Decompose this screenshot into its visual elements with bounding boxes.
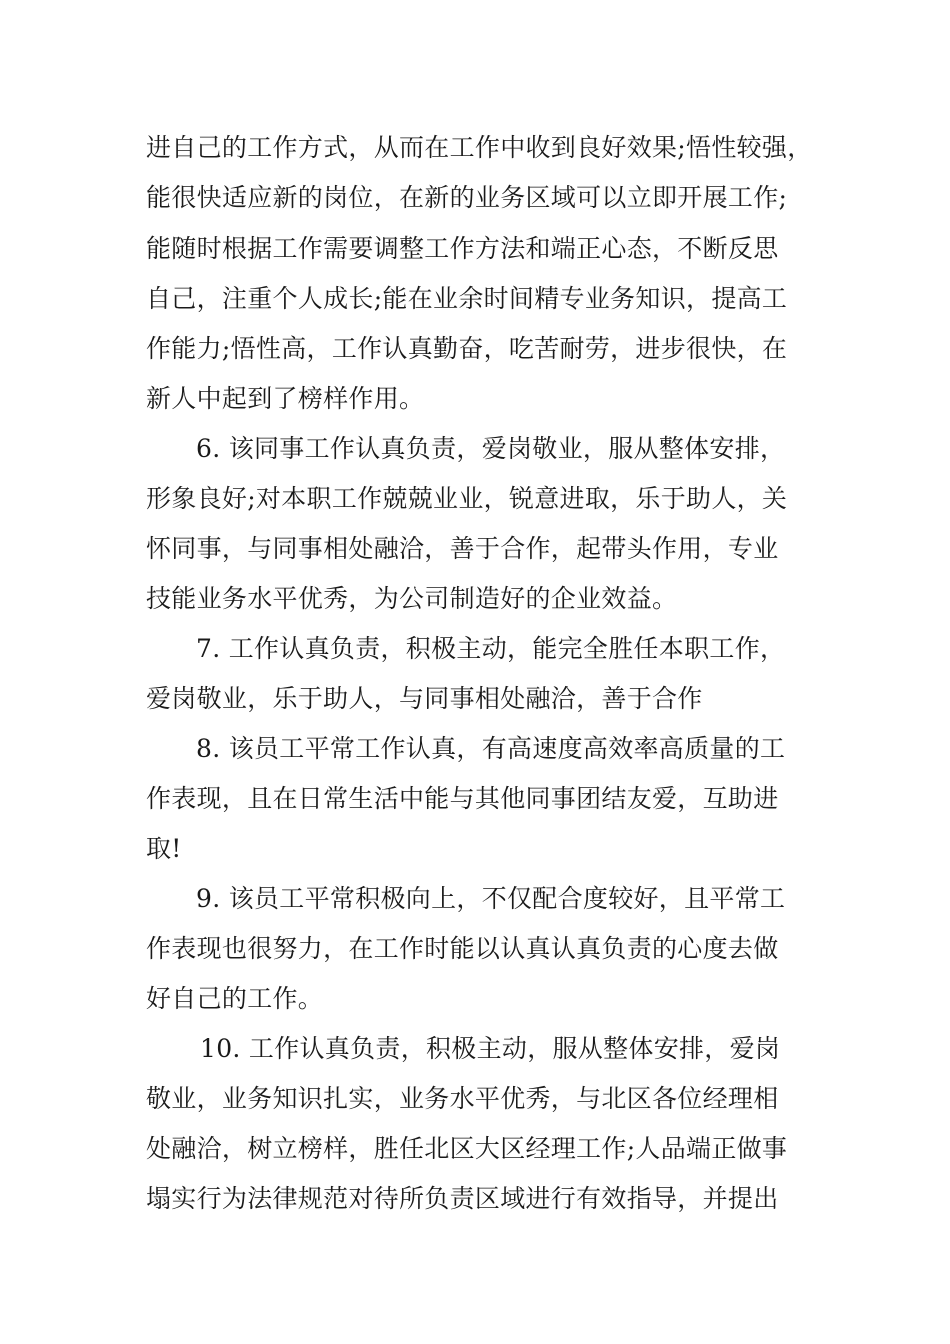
- text-line: 形象良好;对本职工作兢兢业业，锐意进取，乐于助人，关: [146, 484, 788, 513]
- text-line: 好自己的工作。: [146, 984, 324, 1013]
- text-line: 进自己的工作方式，从而在工作中收到良好效果;悟性较强，: [146, 133, 813, 162]
- list-item-8-start: 8. 该员工平常工作认真，有高速度高效率高质量的工: [196, 734, 786, 763]
- text-line: 作能力;悟性高，工作认真勤奋，吃苦耐劳，进步很快，在: [146, 334, 788, 363]
- text-line: 作表现也很努力，在工作时能以认真认真负责的心度去做: [146, 934, 779, 963]
- text-line: 爱岗敬业，乐于助人，与同事相处融洽，善于合作: [146, 684, 703, 713]
- text-line: 敬业，业务知识扎实，业务水平优秀，与北区各位经理相: [146, 1084, 779, 1113]
- text-line: 新人中起到了榜样作用。: [146, 384, 425, 413]
- list-item-10-start: 10. 工作认真负责，积极主动，服从整体安排，爱岗: [200, 1034, 781, 1063]
- text-line: 怀同事，与同事相处融洽，善于合作，起带头作用，专业: [146, 534, 779, 563]
- list-item-9-start: 9. 该员工平常积极向上，不仅配合度较好，且平常工: [196, 884, 786, 913]
- text-line: 处融洽，树立榜样，胜任北区大区经理工作;人品端正做事: [146, 1134, 788, 1163]
- text-line: 技能业务水平优秀，为公司制造好的企业效益。: [146, 584, 678, 613]
- text-line: 能很快适应新的岗位，在新的业务区域可以立即开展工作;: [146, 183, 788, 212]
- text-line: 自己，注重个人成长;能在业余时间精专业务知识，提高工: [146, 284, 788, 313]
- text-line: 塌实行为法律规范对待所负责区域进行有效指导，并提出: [146, 1184, 779, 1213]
- text-line: 能随时根据工作需要调整工作方法和端正心态，不断反思: [146, 234, 779, 263]
- text-line: 作表现，且在日常生活中能与其他同事团结友爱，互助进: [146, 784, 779, 813]
- text-line: 取!: [146, 834, 182, 863]
- list-item-7-start: 7. 工作认真负责，积极主动，能完全胜任本职工作，: [196, 634, 786, 663]
- list-item-6-start: 6. 该同事工作认真负责，爱岗敬业，服从整体安排，: [196, 434, 786, 463]
